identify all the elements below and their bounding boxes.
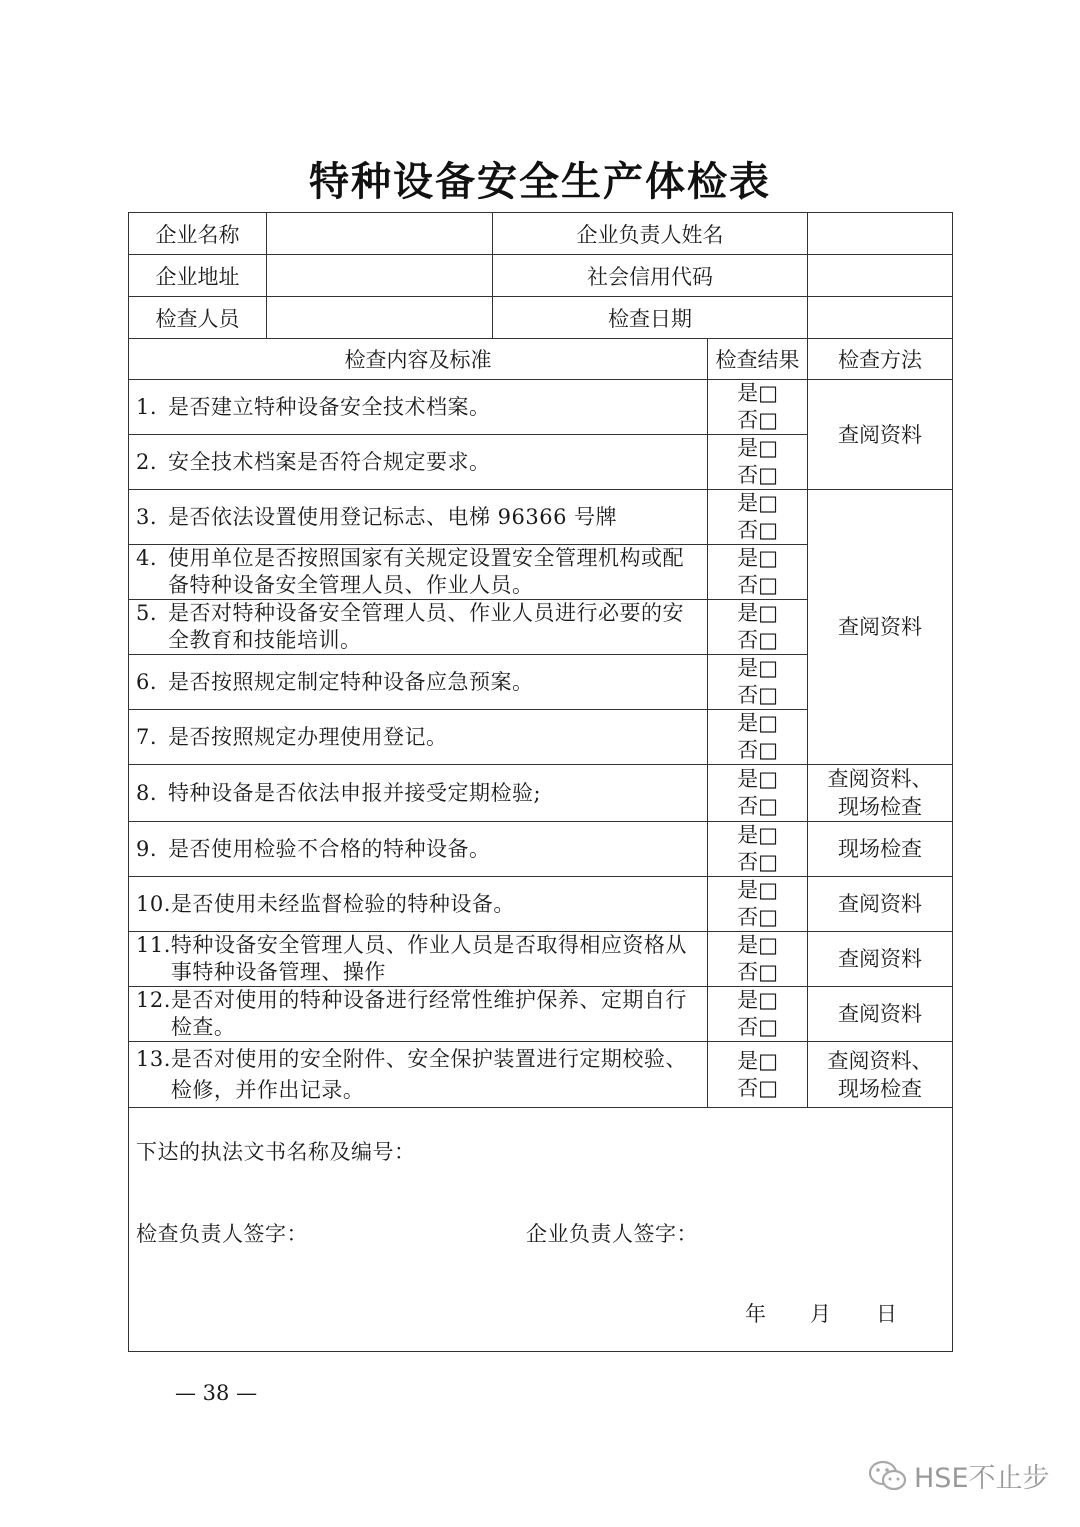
method-cell: 查阅资料 <box>808 987 953 1042</box>
result-cell <box>708 987 808 1042</box>
item-text-cell <box>129 710 708 765</box>
result-cell <box>708 877 808 932</box>
item-text-cell <box>129 932 708 987</box>
table-row <box>129 877 953 932</box>
item-text: 使用单位是否按照国家有关规定设置安全管理机构或配备特种设备安全管理人员、作业人员。 <box>168 546 684 597</box>
column-header-method: 检查方法 <box>808 339 953 380</box>
yes-checkbox[interactable]: 是□ <box>737 933 778 957</box>
item-number: 1. <box>136 394 158 419</box>
yes-checkbox[interactable]: 是□ <box>737 381 778 405</box>
inspection-form-table <box>128 212 953 1352</box>
no-checkbox[interactable]: 否□ <box>737 738 778 762</box>
column-header-content: 检查内容及标准 <box>129 339 708 380</box>
no-checkbox[interactable]: 否□ <box>737 960 778 984</box>
method-line: 现场检查 <box>838 795 922 819</box>
item-number: 12. <box>136 988 171 1012</box>
item-number: 6. <box>136 669 158 694</box>
yes-checkbox[interactable]: 是□ <box>737 767 778 791</box>
item-number: 13. <box>136 1046 171 1071</box>
table-row <box>129 765 953 822</box>
date-day-label: 日 <box>876 1302 897 1326</box>
item-number: 11. <box>136 933 171 957</box>
inspector-signature-label: 检查负责人签字： <box>136 1222 308 1246</box>
item-text: 特种设备是否依法申报并接受定期检验; <box>168 780 542 805</box>
result-cell <box>708 545 808 600</box>
item-text-cell <box>129 600 708 655</box>
no-checkbox[interactable]: 否□ <box>737 463 778 487</box>
yes-checkbox[interactable]: 是□ <box>737 988 778 1012</box>
no-checkbox[interactable]: 否□ <box>737 905 778 929</box>
item-text: 是否对特种设备安全管理人员、作业人员进行必要的安全教育和技能培训。 <box>168 601 684 652</box>
result-cell <box>708 1042 808 1108</box>
item-number: 3. <box>136 504 158 529</box>
item-text-cell <box>129 877 708 932</box>
table-row <box>129 932 953 987</box>
yes-checkbox[interactable]: 是□ <box>737 711 778 735</box>
no-checkbox[interactable]: 否□ <box>737 794 778 818</box>
no-checkbox[interactable]: 否□ <box>737 573 778 597</box>
result-cell <box>708 765 808 822</box>
item-text-cell <box>129 490 708 545</box>
item-number: 9. <box>136 836 158 861</box>
yes-checkbox[interactable]: 是□ <box>737 546 778 570</box>
method-cell: 查阅资料 <box>808 490 953 765</box>
table-row <box>129 822 953 877</box>
watermark-text: HSE不止步 <box>914 1463 1050 1494</box>
yes-checkbox[interactable]: 是□ <box>737 656 778 680</box>
result-cell <box>708 600 808 655</box>
item-text-cell <box>129 545 708 600</box>
item-text-cell <box>129 380 708 435</box>
credit-code-field[interactable] <box>808 255 953 297</box>
yes-checkbox[interactable]: 是□ <box>737 823 778 847</box>
item-text: 是否对使用的安全附件、安全保护装置进行定期校验、检修，并作出记录。 <box>170 1046 687 1102</box>
no-checkbox[interactable]: 否□ <box>737 1015 778 1039</box>
result-cell <box>708 380 808 435</box>
item-text-cell <box>129 655 708 710</box>
company-name-label: 企业名称 <box>129 213 267 255</box>
method-cell: 查阅资料 <box>808 932 953 987</box>
wechat-icon <box>868 1459 908 1493</box>
table-row <box>129 380 953 435</box>
item-text: 是否按照规定制定特种设备应急预案。 <box>168 669 534 694</box>
no-checkbox[interactable]: 否□ <box>737 518 778 542</box>
result-cell <box>708 435 808 490</box>
item-text-cell <box>129 765 708 822</box>
company-name-field[interactable] <box>267 213 493 255</box>
item-text: 是否使用检验不合格的特种设备。 <box>168 836 491 861</box>
footer-cell <box>129 1108 953 1352</box>
item-text: 特种设备安全管理人员、作业人员是否取得相应资格从事特种设备管理、操作 <box>170 933 687 984</box>
method-cell: 查阅资料 <box>808 877 953 932</box>
no-checkbox[interactable]: 否□ <box>737 408 778 432</box>
result-cell <box>708 822 808 877</box>
item-number: 2. <box>136 449 158 474</box>
item-text: 是否使用未经监督检验的特种设备。 <box>170 891 515 916</box>
item-number: 10. <box>136 891 171 916</box>
method-line: 现场检查 <box>838 1076 922 1101</box>
inspectors-field[interactable] <box>267 297 493 339</box>
header-row-company-name <box>129 213 953 255</box>
yes-checkbox[interactable]: 是□ <box>737 878 778 902</box>
no-checkbox[interactable]: 否□ <box>737 628 778 652</box>
column-header-result: 检查结果 <box>708 339 808 380</box>
item-text-cell <box>129 822 708 877</box>
item-text-cell <box>129 435 708 490</box>
responsible-person-field[interactable] <box>808 213 953 255</box>
table-row <box>129 987 953 1042</box>
header-row-inspectors <box>129 297 953 339</box>
method-line: 查阅资料、 <box>827 1048 933 1073</box>
item-number: 4. <box>136 546 158 570</box>
result-cell <box>708 490 808 545</box>
item-text: 是否建立特种设备安全技术档案。 <box>168 394 491 419</box>
inspection-date-label: 检查日期 <box>493 297 808 339</box>
date-month-label: 月 <box>810 1302 831 1326</box>
credit-code-label: 社会信用代码 <box>493 255 808 297</box>
watermark <box>868 1456 1050 1495</box>
item-text-cell <box>129 987 708 1042</box>
company-address-field[interactable] <box>267 255 493 297</box>
method-cell: 现场检查 <box>808 822 953 877</box>
method-line: 查阅资料、 <box>827 767 933 791</box>
header-row-company-address <box>129 255 953 297</box>
no-checkbox[interactable]: 否□ <box>737 850 778 874</box>
result-cell <box>708 932 808 987</box>
yes-checkbox[interactable]: 是□ <box>737 1048 778 1073</box>
yes-checkbox[interactable]: 是□ <box>737 601 778 625</box>
inspection-date-field[interactable] <box>808 297 953 339</box>
item-number: 8. <box>136 780 158 805</box>
page-number: — 38 — <box>175 1381 258 1405</box>
result-cell <box>708 655 808 710</box>
yes-checkbox[interactable]: 是□ <box>737 491 778 515</box>
enterprise-signature-label: 企业负责人签字： <box>526 1222 698 1246</box>
enforcement-document-label: 下达的执法文书名称及编号： <box>136 1140 416 1164</box>
method-cell <box>808 765 953 822</box>
table-row <box>129 1042 953 1108</box>
item-number: 7. <box>136 724 158 749</box>
responsible-person-label: 企业负责人姓名 <box>493 213 808 255</box>
item-text: 是否按照规定办理使用登记。 <box>168 724 448 749</box>
item-text-cell <box>129 1042 708 1108</box>
date-year-label: 年 <box>745 1302 766 1326</box>
no-checkbox[interactable]: 否□ <box>737 1075 778 1100</box>
inspectors-label: 检查人员 <box>129 297 267 339</box>
table-row <box>129 490 953 545</box>
page-title: 特种设备安全生产体检表 <box>309 159 771 205</box>
item-number: 5. <box>136 601 158 625</box>
yes-checkbox[interactable]: 是□ <box>737 436 778 460</box>
company-address-label: 企业地址 <box>129 255 267 297</box>
footer-row <box>129 1108 953 1352</box>
item-text: 是否对使用的特种设备进行经常性维护保养、定期自行检查。 <box>170 988 687 1039</box>
item-text: 安全技术档案是否符合规定要求。 <box>168 449 491 474</box>
item-text: 是否依法设置使用登记标志、电梯 96366 号牌 <box>168 504 618 529</box>
no-checkbox[interactable]: 否□ <box>737 683 778 707</box>
result-cell <box>708 710 808 765</box>
method-cell: 查阅资料 <box>808 380 953 490</box>
column-header-row <box>129 339 953 380</box>
method-cell <box>808 1042 953 1108</box>
